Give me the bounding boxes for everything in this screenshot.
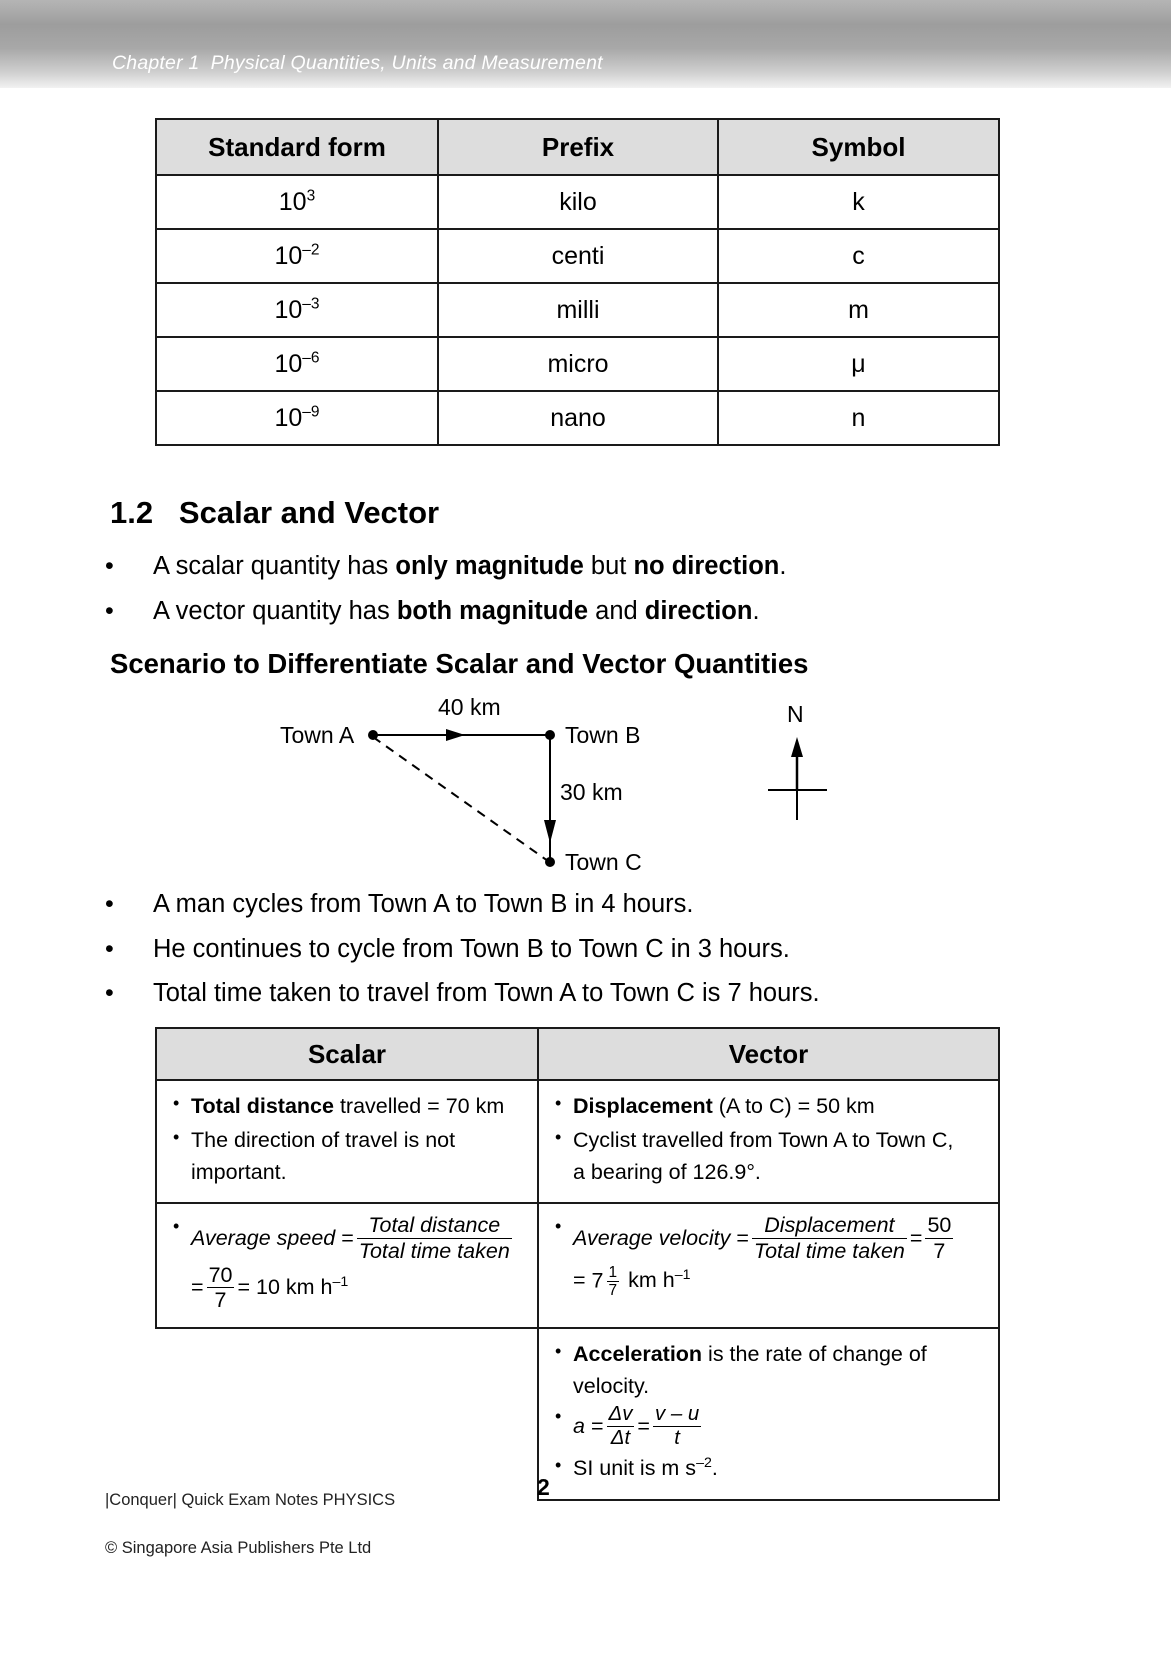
arrow-head-ab (446, 729, 465, 741)
equals-sign: = (590, 1414, 604, 1439)
cell-standard-form (156, 283, 438, 337)
list-item (169, 1125, 525, 1189)
town-a-dot (368, 730, 378, 740)
cell-symbol: m (718, 283, 999, 337)
compass-north-label: N (787, 701, 804, 727)
fraction-denominator: 7 (925, 1238, 953, 1263)
text-fragment: . (752, 597, 760, 625)
segment-a-to-c-dashed (373, 737, 548, 861)
formula-label: Average speed (191, 1225, 336, 1250)
table-row (156, 283, 999, 337)
acceleration-cell (538, 1328, 999, 1500)
text-fragment: but (583, 552, 634, 580)
scenario-subheading: Scenario to Differentiate Scalar and Vector Quantities (110, 648, 809, 679)
column-header-prefix: Prefix (438, 119, 718, 175)
unit-exponent: –2 (696, 1454, 712, 1471)
town-b-label: Town B (565, 722, 641, 748)
cell-standard-form (156, 229, 438, 283)
fraction-numerator: Displacement (764, 1213, 895, 1238)
fraction (653, 1403, 701, 1450)
formula-label: Average velocity (573, 1225, 731, 1250)
fraction-denominator: Total time taken (753, 1238, 905, 1263)
text-fragment: . (779, 552, 787, 580)
power-exponent: 3 (306, 187, 316, 205)
column-header-standard-form: Standard form (156, 119, 438, 175)
list-item (551, 1404, 986, 1451)
emphasis-text: Displacement (573, 1094, 713, 1118)
cell-symbol: μ (718, 337, 999, 391)
power-exponent: –3 (302, 295, 320, 313)
fraction-denominator: 7 (207, 1287, 235, 1312)
cell-prefix: milli (438, 283, 718, 337)
fraction-numerator: Δv (608, 1403, 633, 1426)
bullet-text (153, 597, 760, 626)
emphasis-text: Total distance (191, 1094, 334, 1118)
variable-a: a (573, 1414, 585, 1439)
fraction-numerator: 70 (208, 1262, 233, 1287)
page-header-band (0, 0, 1171, 88)
equals-sign: = (573, 1268, 586, 1293)
town-c-dot (545, 857, 555, 867)
vector-definition-cell (538, 1080, 999, 1203)
footer-credits (105, 1465, 395, 1585)
distance-label-ab: 40 km (438, 695, 501, 720)
column-header-vector: Vector (538, 1028, 999, 1080)
fraction-numerator: 50 (927, 1213, 952, 1238)
average-velocity-result (573, 1263, 691, 1299)
average-speed-result (191, 1262, 349, 1312)
text-fragment: velocity. (573, 1373, 650, 1398)
mixed-number (592, 1264, 623, 1300)
list-item (551, 1339, 986, 1403)
scalar-vector-comparison-table (155, 1027, 1000, 1501)
unit-exponent: –1 (332, 1273, 349, 1290)
average-velocity-cell (538, 1203, 999, 1327)
equals-sign: = (191, 1274, 204, 1299)
text-fragment: = 10 km h (237, 1274, 333, 1299)
fraction-numerator: v – u (654, 1403, 700, 1426)
average-speed-formula (191, 1213, 515, 1263)
table-row (156, 1080, 999, 1203)
fraction (357, 1213, 512, 1262)
cell-prefix: centi (438, 229, 718, 283)
bullet-text: He continues to cycle from Town B to Town C in 3 hours. (153, 935, 790, 963)
bullet-marker: • (105, 552, 114, 580)
cell-prefix: micro (438, 337, 718, 391)
town-b-dot (545, 730, 555, 740)
bullet-marker: • (105, 935, 114, 963)
footer-line-1: |Conquer| Quick Exam Notes PHYSICS (105, 1490, 396, 1509)
unit-exponent: –1 (674, 1266, 691, 1283)
arrow-head-bc (544, 820, 556, 843)
chapter-title: Chapter 1 Physical Quantities, Units and Measurement (112, 52, 603, 74)
list-item (551, 1125, 986, 1189)
cell-prefix: nano (438, 391, 718, 445)
emphasis-text: both magnitude (396, 597, 589, 625)
fraction-numerator: Total distance (368, 1213, 501, 1238)
cell-standard-form (156, 337, 438, 391)
power-base: 10 (274, 349, 303, 378)
fraction (607, 1403, 635, 1450)
text-fragment: A vector quantity has (153, 597, 397, 625)
power-base: 10 (274, 241, 303, 270)
list-item (169, 1091, 525, 1123)
power-base: 10 (274, 403, 303, 432)
town-a-label: Town A (280, 722, 355, 748)
town-c-label: Town C (565, 849, 642, 875)
cell-prefix: kilo (438, 175, 718, 229)
fraction (207, 1263, 235, 1312)
text-fragment: SI unit is m s (573, 1456, 697, 1481)
fraction (752, 1213, 907, 1262)
list-item (105, 935, 790, 964)
fraction-denominator: 7 (608, 1281, 618, 1299)
cell-symbol: k (718, 175, 999, 229)
page-number: 2 (537, 1474, 550, 1500)
table-header-row (156, 1028, 999, 1080)
list-item (551, 1453, 986, 1485)
cell-symbol: n (718, 391, 999, 445)
whole-part: 7 (591, 1268, 604, 1293)
emphasis-text: Acceleration (573, 1341, 703, 1366)
list-item (105, 597, 760, 626)
column-header-scalar: Scalar (156, 1028, 538, 1080)
equals-sign: = (637, 1414, 650, 1439)
text-fragment: a bearing of 126.9°. (573, 1159, 761, 1184)
bullet-marker: • (105, 979, 114, 1007)
section-heading-1-2: 1.2 Scalar and Vector (110, 495, 440, 530)
list-item (105, 979, 820, 1008)
fraction (607, 1264, 620, 1300)
emphasis-text: no direction (633, 552, 780, 580)
text-fragment: km h (628, 1268, 675, 1293)
text-fragment: and (588, 597, 645, 625)
table-row (156, 229, 999, 283)
text-fragment: travelled = 70 km (333, 1094, 505, 1118)
table-row (156, 391, 999, 445)
average-speed-cell (156, 1203, 538, 1327)
bullet-marker: • (105, 597, 114, 625)
column-header-symbol: Symbol (718, 119, 999, 175)
table-row (156, 175, 999, 229)
fraction-numerator: 1 (608, 1263, 618, 1281)
cell-standard-form (156, 391, 438, 445)
power-base: 10 (274, 295, 303, 324)
bullet-marker: • (105, 890, 114, 918)
list-item (105, 552, 786, 581)
text-fragment: Cyclist travelled from Town A to Town C, (573, 1127, 954, 1152)
prefix-table (155, 118, 1000, 446)
table-row (156, 1203, 999, 1327)
power-exponent: –9 (302, 403, 320, 421)
distance-label-bc: 30 km (560, 779, 623, 805)
emphasis-text: only magnitude (395, 552, 584, 580)
fraction (925, 1213, 953, 1262)
text-fragment: important. (191, 1159, 287, 1184)
emphasis-text: direction (644, 597, 753, 625)
list-item (551, 1091, 986, 1123)
cell-symbol: c (718, 229, 999, 283)
text-fragment: is the rate of change of (702, 1341, 927, 1366)
fraction-denominator: Total time taken (358, 1238, 510, 1263)
list-item (105, 890, 694, 919)
scalar-definition-cell (156, 1080, 538, 1203)
power-exponent: –2 (302, 241, 320, 259)
power-base: 10 (278, 187, 307, 216)
text-fragment: . (711, 1456, 718, 1481)
bullet-text: Total time taken to travel from Town A to Town C is 7 hours. (153, 979, 820, 1007)
text-fragment: A scalar quantity has (153, 552, 396, 580)
table-row (156, 337, 999, 391)
list-item (551, 1214, 986, 1299)
footer-line-2: © Singapore Asia Publishers Pte Ltd (105, 1538, 372, 1557)
text-fragment: (A to C) = 50 km (712, 1094, 875, 1118)
bullet-text (153, 552, 786, 581)
equals-sign: = (909, 1225, 923, 1250)
cell-standard-form (156, 175, 438, 229)
equals-sign: = (341, 1225, 354, 1250)
text-fragment: The direction of travel is not (191, 1127, 456, 1152)
list-item (169, 1214, 525, 1312)
fraction-denominator: t (653, 1426, 701, 1450)
power-exponent: –6 (302, 349, 320, 367)
equals-sign: = (736, 1225, 749, 1250)
town-route-diagram (260, 695, 920, 885)
bullet-text: A man cycles from Town A to Town B in 4 hours. (153, 890, 694, 918)
average-velocity-formula (573, 1213, 956, 1263)
table-header-row (156, 119, 999, 175)
fraction-denominator: Δt (607, 1426, 635, 1450)
